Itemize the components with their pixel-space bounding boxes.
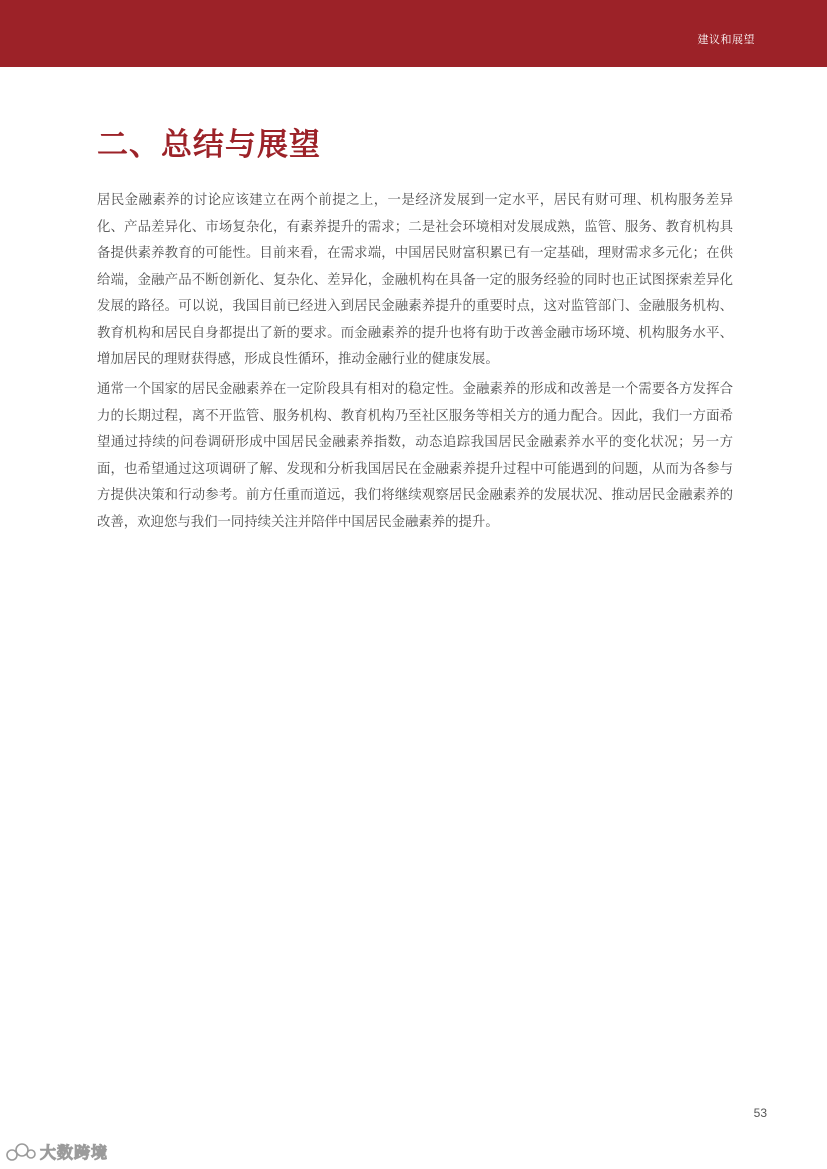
body-paragraph-2: 通常一个国家的居民金融素养在一定阶段具有相对的稳定性。金融素养的形成和改善是一个需要各方发挥合力的长期过程，离不开监管、服务机构、教育机构乃至社区服务等相关方的通力配合。因此，我们一方面希望通过持续的问卷调研形成中国居民金融素养指数，动态追踪我国居民金融素养水平的变化状况；另一方面，也希望通过这项调研了解、发现和分析我国居民在金融素养提升过程中可能遇到的问题，从而为各参与方提供决策和行动参考。前方任重而道远，我们将继续观察居民金融素养的发展状况、推动居民金融素养的改善，欢迎您与我们一同持续关注并陪伴中国居民金融素养的提升。	[97, 382, 733, 530]
header-section-label: 建议和展望	[697, 33, 755, 46]
watermark-logo-icon	[6, 1141, 36, 1163]
body-paragraph-1: 居民金融素养的讨论应该建立在两个前提之上，一是经济发展到一定水平，居民有财可理、机构服务差异化、产品差异化、市场复杂化，有素养提升的需求；二是社会环境相对发展成熟，监管、服务、教育机构具备提供素养教育的可能性。目前来看，在需求端，中国居民财富积累已有一定基础，理财需求多元化；在供给端，金融产品不断创新化、复杂化、差异化，金融机构在具备一定的服务经验的同时也正试图探索差异化发展的路径。可以说，我国目前已经进入到居民金融素养提升的重要时点，这对监管部门、金融服务机构、教育机构和居民自身都提出了新的要求。而金融素养的提升也将有助于改善金融市场环境、机构服务水平、增加居民的理财获得感，形成良性循环，推动金融行业的健康发展。	[97, 193, 733, 367]
watermark	[6, 1140, 108, 1163]
page-number: 53	[753, 1106, 767, 1120]
watermark-text: 大数跨境	[40, 1143, 109, 1162]
page-title: 二、总结与展望	[97, 127, 321, 163]
header-bar	[0, 0, 827, 67]
